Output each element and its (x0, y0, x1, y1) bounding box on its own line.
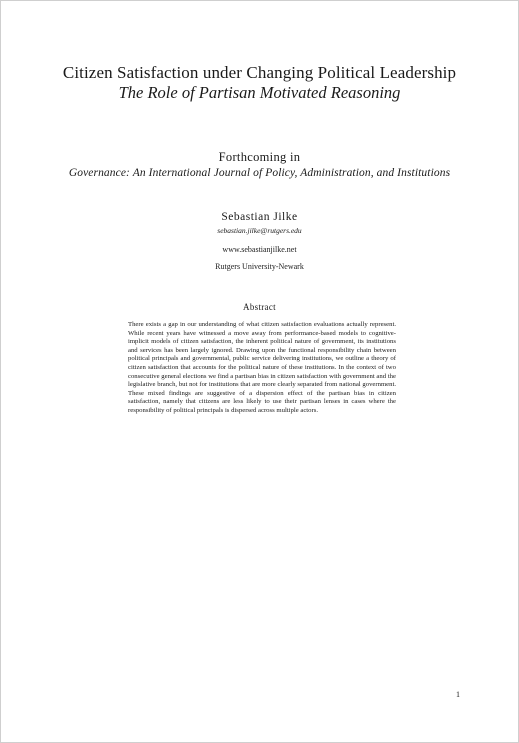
author-affiliation: Rutgers University-Newark (215, 262, 304, 271)
page-number: 1 (456, 690, 460, 699)
author-email: sebastian.jilke@rutgers.edu (217, 226, 302, 235)
abstract-heading: Abstract (243, 302, 276, 312)
paper-title: Citizen Satisfaction under Changing Political Leadership (62, 63, 457, 82)
author-website: www.sebastianjilke.net (222, 245, 297, 254)
journal-name: Governance: An International Journal of Policy, Administration, and Institutions (68, 167, 451, 179)
abstract-text: There exists a gap in our understanding of what citizen satisfaction evaluations actually represent. While recent years have witnessed a move away from performance-based models to cognitive-implicit models of citizen satisfaction, the inherent political nature of government, its institutions and services has been largely ignored. Drawing upon the functional responsibility chain between political principals and governmental, public service delivering institutions, we outline a theory of citizen satisfaction that accounts for the political nature of these institutions. In the context of two consecutive general elections we find a partisan bias in citizen satisfaction with government and the legislative branch, but not for institutions that are more clearly separated from national government. These mixed findings are suggestive of a dispersion effect of the partisan bias in citizen satisfaction, namely that citizens are less likely to use their partisan lenses in cases where the responsibility of political principals is dispersed across multiple actors. (128, 321, 396, 414)
title-block (1, 63, 518, 103)
forthcoming-label: Forthcoming in (218, 150, 301, 164)
author-block (1, 210, 518, 273)
paper-subtitle: The Role of Partisan Motivated Reasoning (118, 83, 401, 102)
author-name: Sebastian Jilke (221, 211, 298, 223)
publication-note (1, 149, 518, 181)
